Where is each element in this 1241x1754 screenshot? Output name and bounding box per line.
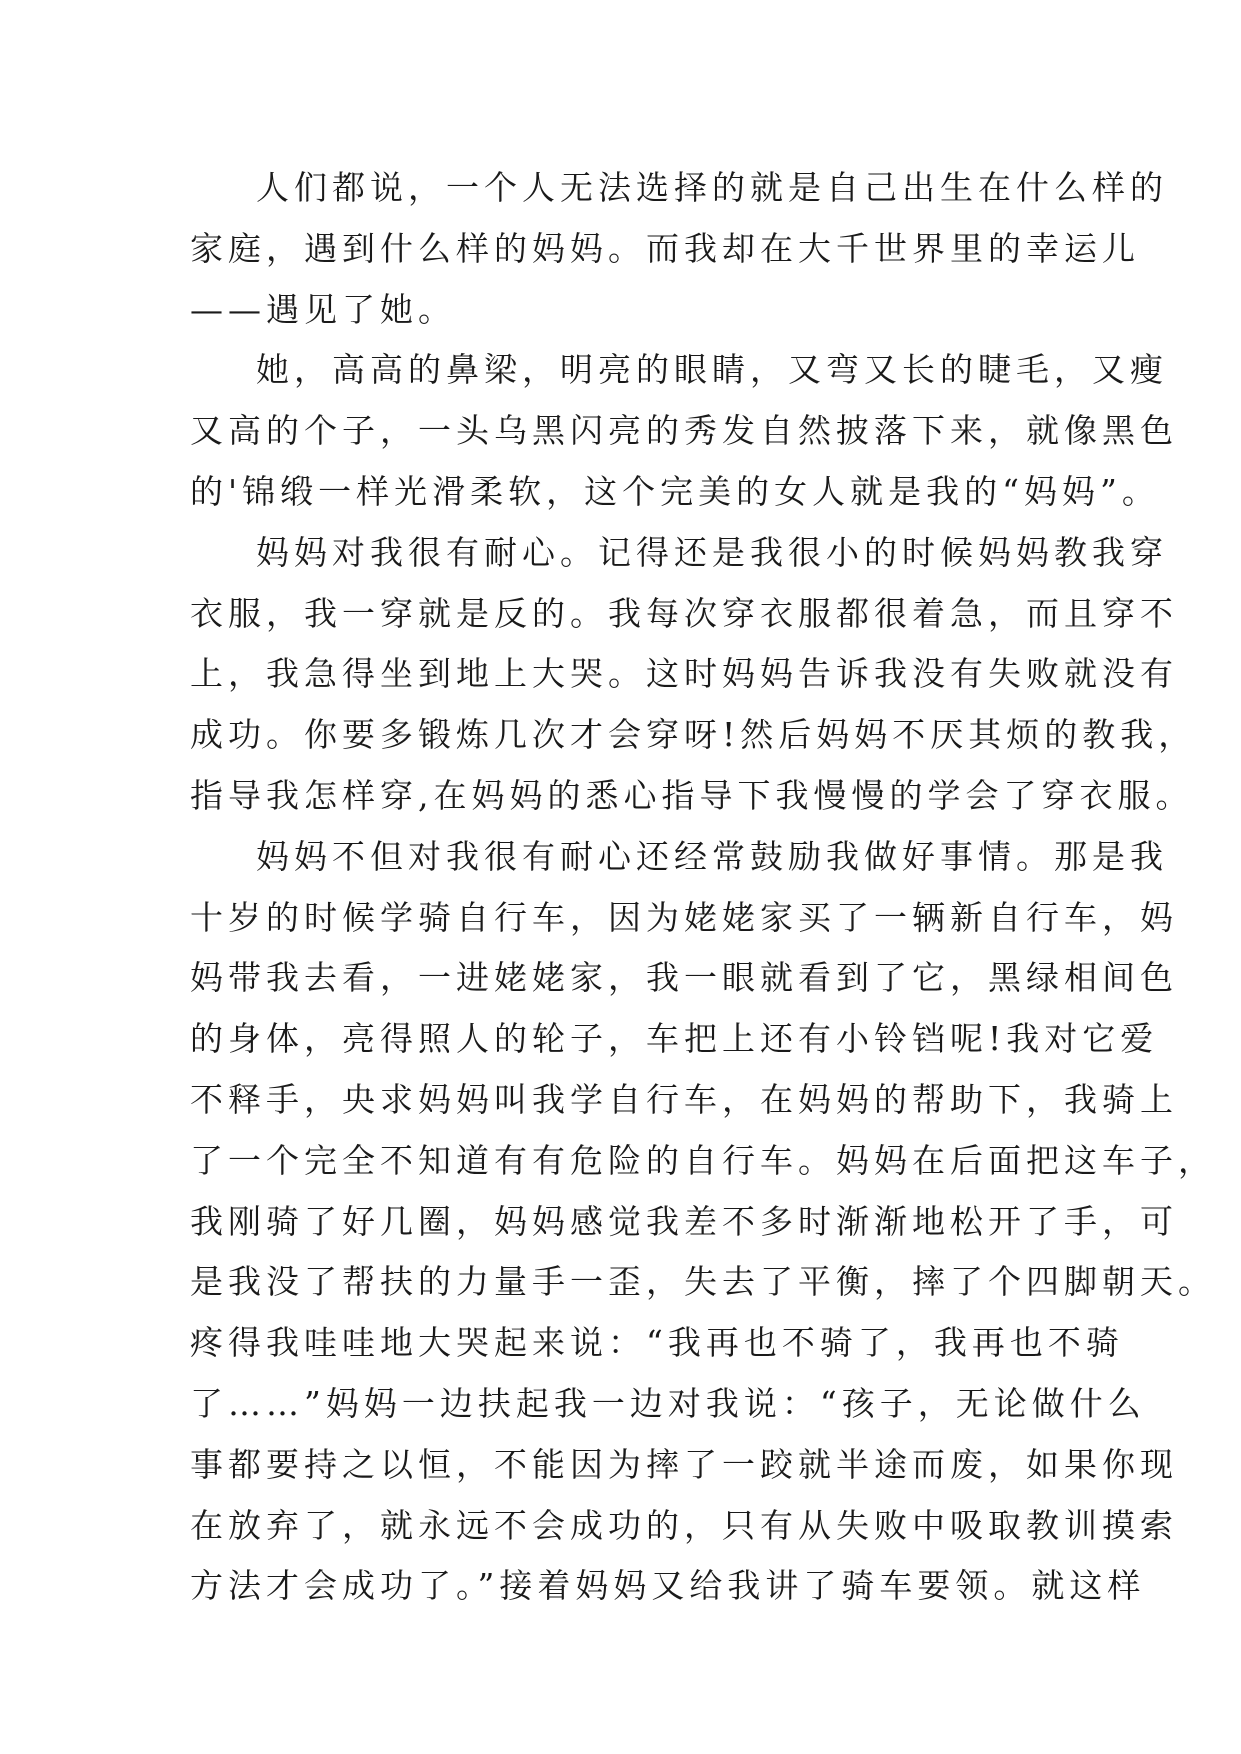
paragraph-3-line-5: 指导我怎样穿,在妈妈的悉心指导下我慢慢的学会了穿衣服。	[190, 775, 1194, 815]
paragraph-2-line-1: 她，高高的鼻梁，明亮的眼睛，又弯又长的睫毛，又瘦	[256, 350, 1168, 390]
paragraph-1-line-2: 家庭，遇到什么样的妈妈。而我却在大千世界里的幸运儿	[190, 228, 1140, 268]
paragraph-4-line-4: 的身体，亮得照人的轮子，车把上还有小铃铛呢!我对它爱	[190, 1019, 1159, 1059]
paragraph-4-line-10: 了……”妈妈一边扶起我一边对我说：“孩子，无论做什么	[190, 1383, 1146, 1423]
paragraph-4-line-13: 方法才会成功了。”接着妈妈又给我讲了骑车要领。就这样	[190, 1566, 1146, 1606]
paragraph-4-line-9: 疼得我哇哇地大哭起来说：“我再也不骑了，我再也不骑	[190, 1323, 1124, 1363]
paragraph-3-line-2: 衣服，我一穿就是反的。我每次穿衣服都很着急，而且穿不	[190, 593, 1178, 633]
paragraph-4-line-1: 妈妈不但对我很有耐心还经常鼓励我做好事情。那是我	[256, 836, 1168, 876]
paragraph-4-line-3: 妈带我去看，一进姥姥家，我一眼就看到了它，黑绿相间色	[190, 958, 1178, 998]
paragraph-4-line-11: 事都要持之以恒，不能因为摔了一跤就半途而废，如果你现	[190, 1444, 1178, 1484]
paragraph-4-line-12: 在放弃了，就永远不会成功的，只有从失败中吸取教训摸索	[190, 1505, 1178, 1545]
paragraph-4-line-8: 是我没了帮扶的力量手一歪，失去了平衡，摔了个四脚朝天。	[190, 1262, 1216, 1302]
paragraph-4-line-5: 不释手，央求妈妈叫我学自行车，在妈妈的帮助下，我骑上	[190, 1079, 1178, 1119]
paragraph-1-line-3: ——遇见了她。	[190, 289, 456, 329]
paragraph-4-line-6: 了一个完全不知道有有危险的自行车。妈妈在后面把这车子，	[190, 1140, 1216, 1180]
paragraph-4-line-7: 我刚骑了好几圈，妈妈感觉我差不多时渐渐地松开了手，可	[190, 1201, 1178, 1241]
paragraph-3-line-3: 上，我急得坐到地上大哭。这时妈妈告诉我没有失败就没有	[190, 654, 1178, 694]
paragraph-2-line-3: 的'锦缎一样光滑柔软，这个完美的女人就是我的“妈妈”。	[190, 471, 1160, 511]
paragraph-3-line-4: 成功。你要多锻炼几次才会穿呀!然后妈妈不厌其烦的教我，	[190, 715, 1197, 755]
paragraph-4-line-2: 十岁的时候学骑自行车，因为姥姥家买了一辆新自行车，妈	[190, 897, 1178, 937]
paragraph-3-line-1: 妈妈对我很有耐心。记得还是我很小的时候妈妈教我穿	[256, 532, 1168, 572]
paragraph-1-line-1: 人们都说，一个人无法选择的就是自己出生在什么样的	[256, 168, 1168, 207]
essay-body	[190, 158, 1216, 1617]
paragraph-2-line-2: 又高的个子，一头乌黑闪亮的秀发自然披落下来，就像黑色	[190, 411, 1178, 451]
